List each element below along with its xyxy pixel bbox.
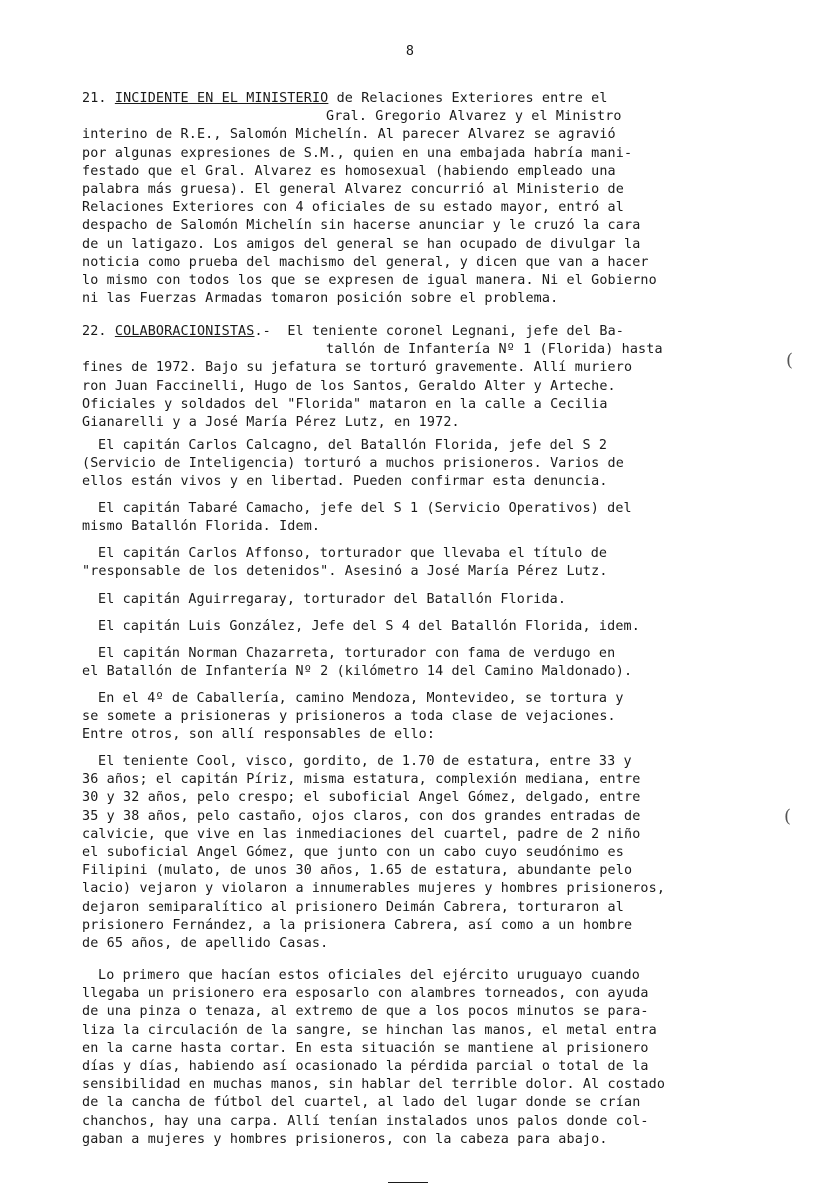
text-line: El capitán Aguirregaray, torturador del Batallón Florida.	[98, 592, 567, 607]
text-line: en la carne hasta cortar. En esta situación se mantiene al prisionero	[82, 1040, 649, 1056]
text-line: El capitán Carlos Affonso, torturador que llevaba el título de	[98, 546, 608, 561]
text-line: El capitán Carlos Calcagno, del Batallón Florida, jefe del S 2	[98, 438, 608, 453]
text-line: ellos están vivos y en libertad. Pueden confirmar esta denuncia.	[82, 474, 608, 490]
paragraph-aguirregaray	[82, 591, 802, 609]
text-line: Gral. Gregorio Alvarez y el Ministro	[326, 109, 622, 125]
section-22-first-line-rest: El teniente coronel Legnani, jefe del Ba-	[270, 324, 625, 339]
margin-bracket-mark: (	[786, 350, 794, 371]
text-line: el Batallón de Infantería Nº 2 (kilómetro 14 del Camino Maldonado).	[82, 664, 633, 680]
text-line: chanchos, hay una carpa. Allí tenían instalados unos palos donde col-	[82, 1113, 649, 1129]
section-21-first-line	[82, 90, 802, 108]
section-22-first-line	[82, 323, 802, 341]
page-number: 8	[405, 44, 415, 59]
paragraph-gonzalez	[82, 618, 802, 636]
margin-bracket-mark: (	[784, 806, 792, 827]
text-line: llegaba un prisionero era esposarlo con alambres torneados, con ayuda	[82, 986, 649, 1002]
text-line: dejaron semiparalítico al prisionero Deimán Cabrera, torturaron al	[82, 899, 624, 915]
text-line: Lo primero que hacían estos oficiales del ejército uruguayo cuando	[98, 968, 640, 983]
text-line: despacho de Salomón Michelín sin hacerse anunciar y le cruzó la cara	[82, 218, 641, 234]
text-line: mismo Batallón Florida. Idem.	[82, 519, 321, 535]
text-line: noticia como prueba del machismo del general, y dicen que van a hacer	[82, 254, 649, 270]
text-line: liza la circulación de la sangre, se hinchan las manos, el metal entra	[82, 1022, 657, 1038]
paragraph-chazarreta	[82, 645, 802, 681]
text-line: de un latigazo. Los amigos del general se han ocupado de divulgar la	[82, 236, 641, 252]
text-line: Oficiales y soldados del "Florida" mataron en la calle a Cecilia	[82, 396, 608, 412]
paragraph-camacho	[82, 500, 802, 536]
text-line: tallón de Infantería Nº 1 (Florida) hasta	[326, 342, 663, 358]
text-line: lacio) vejaron y violaron a innumerables mujeres y hombres prisioneros,	[82, 881, 666, 897]
text-line: festado que el Gral. Alvarez es homosexual (habiendo empleado una	[82, 163, 616, 179]
section-22-heading: COLABORACIONISTAS	[114, 324, 255, 339]
text-line: ni las Fuerzas Armadas tomaron posición sobre el problema.	[82, 291, 559, 307]
text-line: el suboficial Angel Gómez, que junto con un cabo cuyo seudónimo es	[82, 844, 624, 860]
text-line: sensibilidad en muchas manos, sin hablar del terrible dolor. Al costado	[82, 1077, 666, 1093]
text-line: Gianarelli y a José María Pérez Lutz, en 1972.	[82, 414, 460, 430]
text-line: 36 años; el capitán Píriz, misma estatura, complexión mediana, entre	[82, 772, 641, 788]
section-21	[82, 90, 802, 308]
text-line: Entre otros, son allí responsables de ello:	[82, 727, 436, 743]
text-line: palabra más gruesa). El general Alvarez concurrió al Ministerio de	[82, 181, 624, 197]
text-line: "responsable de los detenidos". Asesinó a José María Pérez Lutz.	[82, 564, 608, 580]
text-line: gaban a mujeres y hombres prisioneros, con la cabeza para abajo.	[82, 1131, 608, 1147]
text-line: El capitán Luis González, Jefe del S 4 del Batallón Florida, idem.	[98, 619, 640, 634]
text-line: El capitán Tabaré Camacho, jefe del S 1 (Servicio Operativos) del	[98, 501, 632, 516]
text-line: prisionero Fernández, a la prisionera Cabrera, así como a un hombre	[82, 917, 633, 933]
section-22	[82, 323, 802, 432]
text-line: Relaciones Exteriores con 4 oficiales de su estado mayor, entró al	[82, 200, 624, 216]
text-line: El teniente Cool, visco, gordito, de 1.70 de estatura, entre 33 y	[98, 754, 632, 769]
section-21-heading: INCIDENTE EN EL MINISTERIO	[114, 91, 329, 106]
text-line: de una pinza o tenaza, al extremo de que a los pocos minutos se para-	[82, 1004, 649, 1020]
text-line: de la cancha de fútbol del cuartel, al lado del lugar donde se crían	[82, 1095, 641, 1111]
section-21-number: 21.	[82, 91, 107, 106]
text-line: calvicie, que vive en las inmediaciones del cuartel, padre de 2 niño	[82, 826, 641, 842]
text-line: días y días, habiendo así ocasionado la pérdida parcial o total de la	[82, 1058, 649, 1074]
text-line: por algunas expresiones de S.M., quien en una embajada habría mani-	[82, 145, 633, 161]
text-line: interino de R.E., Salomón Michelín. Al parecer Alvarez se agravió	[82, 127, 616, 143]
text-line: (Servicio de Inteligencia) torturó a muchos prisioneros. Varios de	[82, 456, 624, 472]
text-line: de 65 años, de apellido Casas.	[82, 935, 329, 951]
text-line: 35 y 38 años, pelo castaño, ojos claros, con dos grandes entradas de	[82, 808, 641, 824]
paragraph-torturas	[82, 967, 802, 1149]
text-line: ron Juan Faccinelli, Hugo de los Santos, Geraldo Alter y Arteche.	[82, 378, 616, 394]
text-line: lo mismo con todos los que se expresen de igual manera. Ni el Gobierno	[82, 272, 657, 288]
paragraph-calcagno	[82, 437, 802, 492]
paragraph-affonso	[82, 545, 802, 581]
text-line: En el 4º de Caballería, camino Mendoza, Montevideo, se tortura y	[98, 691, 624, 706]
paragraph-responsables	[82, 753, 802, 953]
text-line: Filipini (mulato, de unos 30 años, 1.65 de estatura, abundante pelo	[82, 863, 633, 879]
section-21-first-line-rest: de Relaciones Exteriores entre el	[328, 91, 608, 106]
end-rule	[388, 1182, 428, 1183]
text-line: El capitán Norman Chazarreta, torturador con fama de verdugo en	[98, 646, 616, 661]
paragraph-caballeria	[82, 690, 802, 745]
section-22-heading-suffix: .-	[254, 324, 271, 339]
text-line: 30 y 32 años, pelo crespo; el suboficial Angel Gómez, delgado, entre	[82, 790, 641, 806]
section-22-number: 22.	[82, 324, 107, 339]
text-line: fines de 1972. Bajo su jefatura se torturó gravemente. Allí muriero	[82, 360, 633, 376]
text-line: se somete a prisioneras y prisioneros a toda clase de vejaciones.	[82, 709, 616, 725]
